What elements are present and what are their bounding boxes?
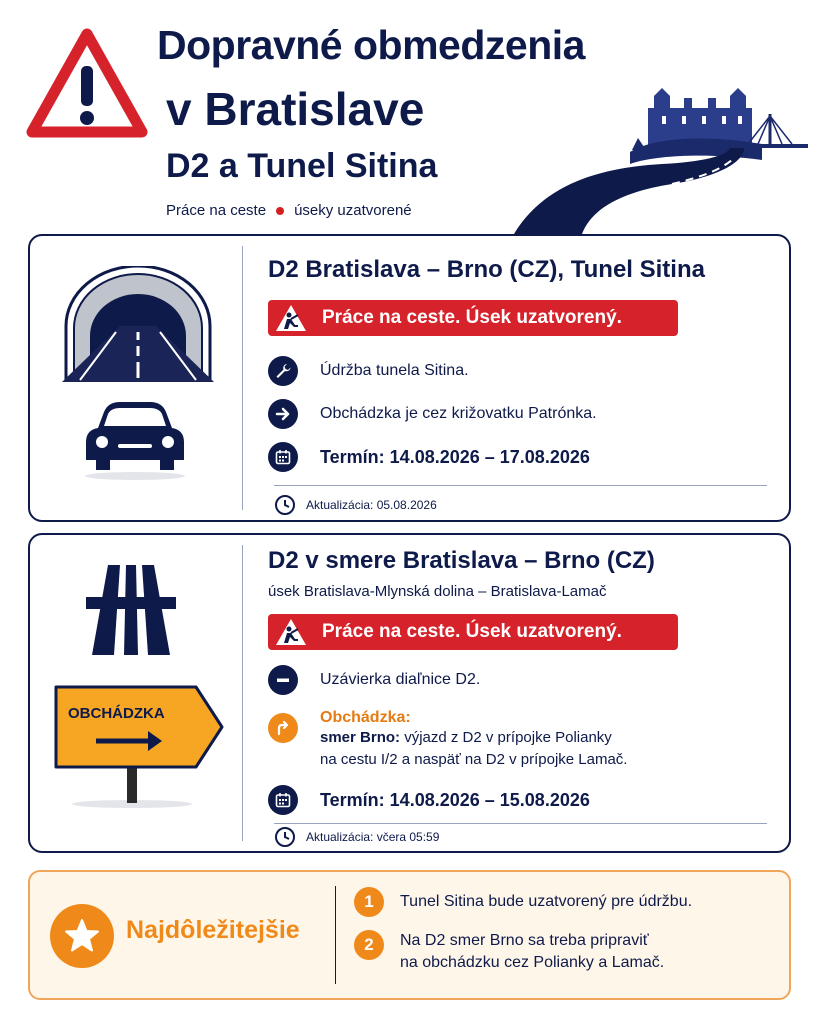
card2-status-text: Práce na ceste. Úsek uzatvorený. (322, 621, 622, 642)
card1-term-row (268, 442, 590, 472)
calendar-icon (268, 442, 298, 472)
detour-heading: Obchádzka: (320, 709, 411, 726)
bratislava-castle-road-illustration (512, 68, 812, 236)
summary-item-2-line-2: na obchádzku cez Polianky a Lamač. (400, 954, 665, 971)
tagline-right: úseky uzatvorené (294, 202, 412, 219)
no-entry-icon (268, 665, 298, 695)
page-subtitle-road: D2 a Tunel Sitina (166, 147, 438, 185)
card2-section: úsek Bratislava-Mlynská dolina – Bratislava-Lamač (268, 583, 607, 600)
detour-turn-icon (268, 713, 298, 743)
tunnel-icon (60, 266, 216, 386)
star-icon (50, 904, 114, 968)
clock-icon (274, 494, 296, 516)
detour-route-1: výjazd z D2 v prípojke Polianky (400, 729, 612, 746)
card1-title: D2 Bratislava – Brno (CZ), Tunel Sitina (268, 256, 705, 283)
red-dot-separator (276, 207, 284, 215)
detour-direction: smer Brno: (320, 729, 401, 746)
calendar-icon (268, 785, 298, 815)
card1-item-text-2: Obchádzka je cez križovatku Patrónka. (320, 405, 597, 422)
card1-term: Termín: 14.08.2026 – 17.08.2026 (320, 446, 590, 467)
summary-box (28, 870, 791, 1000)
card1-status-bar (268, 300, 678, 336)
highway-icon (86, 563, 176, 655)
detour-line-1 (320, 727, 627, 749)
card-divider (242, 246, 243, 510)
summary-item-2-line-1: Na D2 smer Brno sa treba pripraviť (400, 932, 649, 949)
warning-triangle-icon (26, 28, 148, 140)
restriction-card-d2 (28, 533, 791, 853)
card2-closure-text: Uzávierka diaľnice D2. (320, 671, 481, 688)
detour-sign (50, 683, 226, 809)
card2-updated (274, 826, 439, 848)
card2-detour-text (320, 709, 627, 771)
summary-number-1: 1 (354, 887, 384, 917)
arrow-right-icon (268, 399, 298, 429)
card1-item-detour (268, 399, 597, 429)
page-title-line1: Dopravné obmedzenia (157, 22, 585, 68)
summary-divider (335, 886, 336, 984)
restriction-card-tunnel (28, 234, 791, 522)
summary-item-1: Tunel Sitina bude uzatvorený pre údržbu. (400, 893, 693, 910)
roadwork-sign-icon (274, 617, 308, 647)
card1-item-maintenance (268, 356, 469, 386)
detour-sign-label: OBCHÁDZKA (68, 705, 165, 722)
wrench-icon (268, 356, 298, 386)
card1-item-text-1: Údržba tunela Sitina. (320, 362, 469, 379)
car-icon (80, 398, 190, 480)
card-divider (242, 545, 243, 841)
page-title-line2: v Bratislave (166, 83, 425, 135)
summary-heading: Najdôležitejšie (126, 916, 300, 944)
card1-footer-line (274, 485, 767, 486)
tagline-left: Práce na ceste (166, 202, 267, 219)
card2-term: Termín: 14.08.2026 – 15.08.2026 (320, 789, 590, 810)
card2-footer-line (274, 823, 767, 824)
card1-status-text: Práce na ceste. Úsek uzatvorený. (322, 307, 622, 328)
card1-updated (274, 494, 437, 516)
card2-title: D2 v smere Bratislava – Brno (CZ) (268, 547, 655, 574)
header-tagline (166, 202, 412, 219)
card2-term-row (268, 785, 590, 815)
card1-updated-text: Aktualizácia: 05.08.2026 (306, 498, 437, 512)
card2-updated-text: Aktualizácia: včera 05:59 (306, 830, 440, 844)
clock-icon (274, 826, 296, 848)
card2-status-bar (268, 614, 678, 650)
detour-sign-shape (50, 683, 226, 809)
card2-closure-row (268, 665, 480, 695)
detour-route-2: na cestu I/2 a naspäť na D2 v prípojke Lamač. (320, 751, 628, 768)
roadwork-sign-icon (274, 303, 308, 333)
summary-number-2: 2 (354, 930, 384, 960)
